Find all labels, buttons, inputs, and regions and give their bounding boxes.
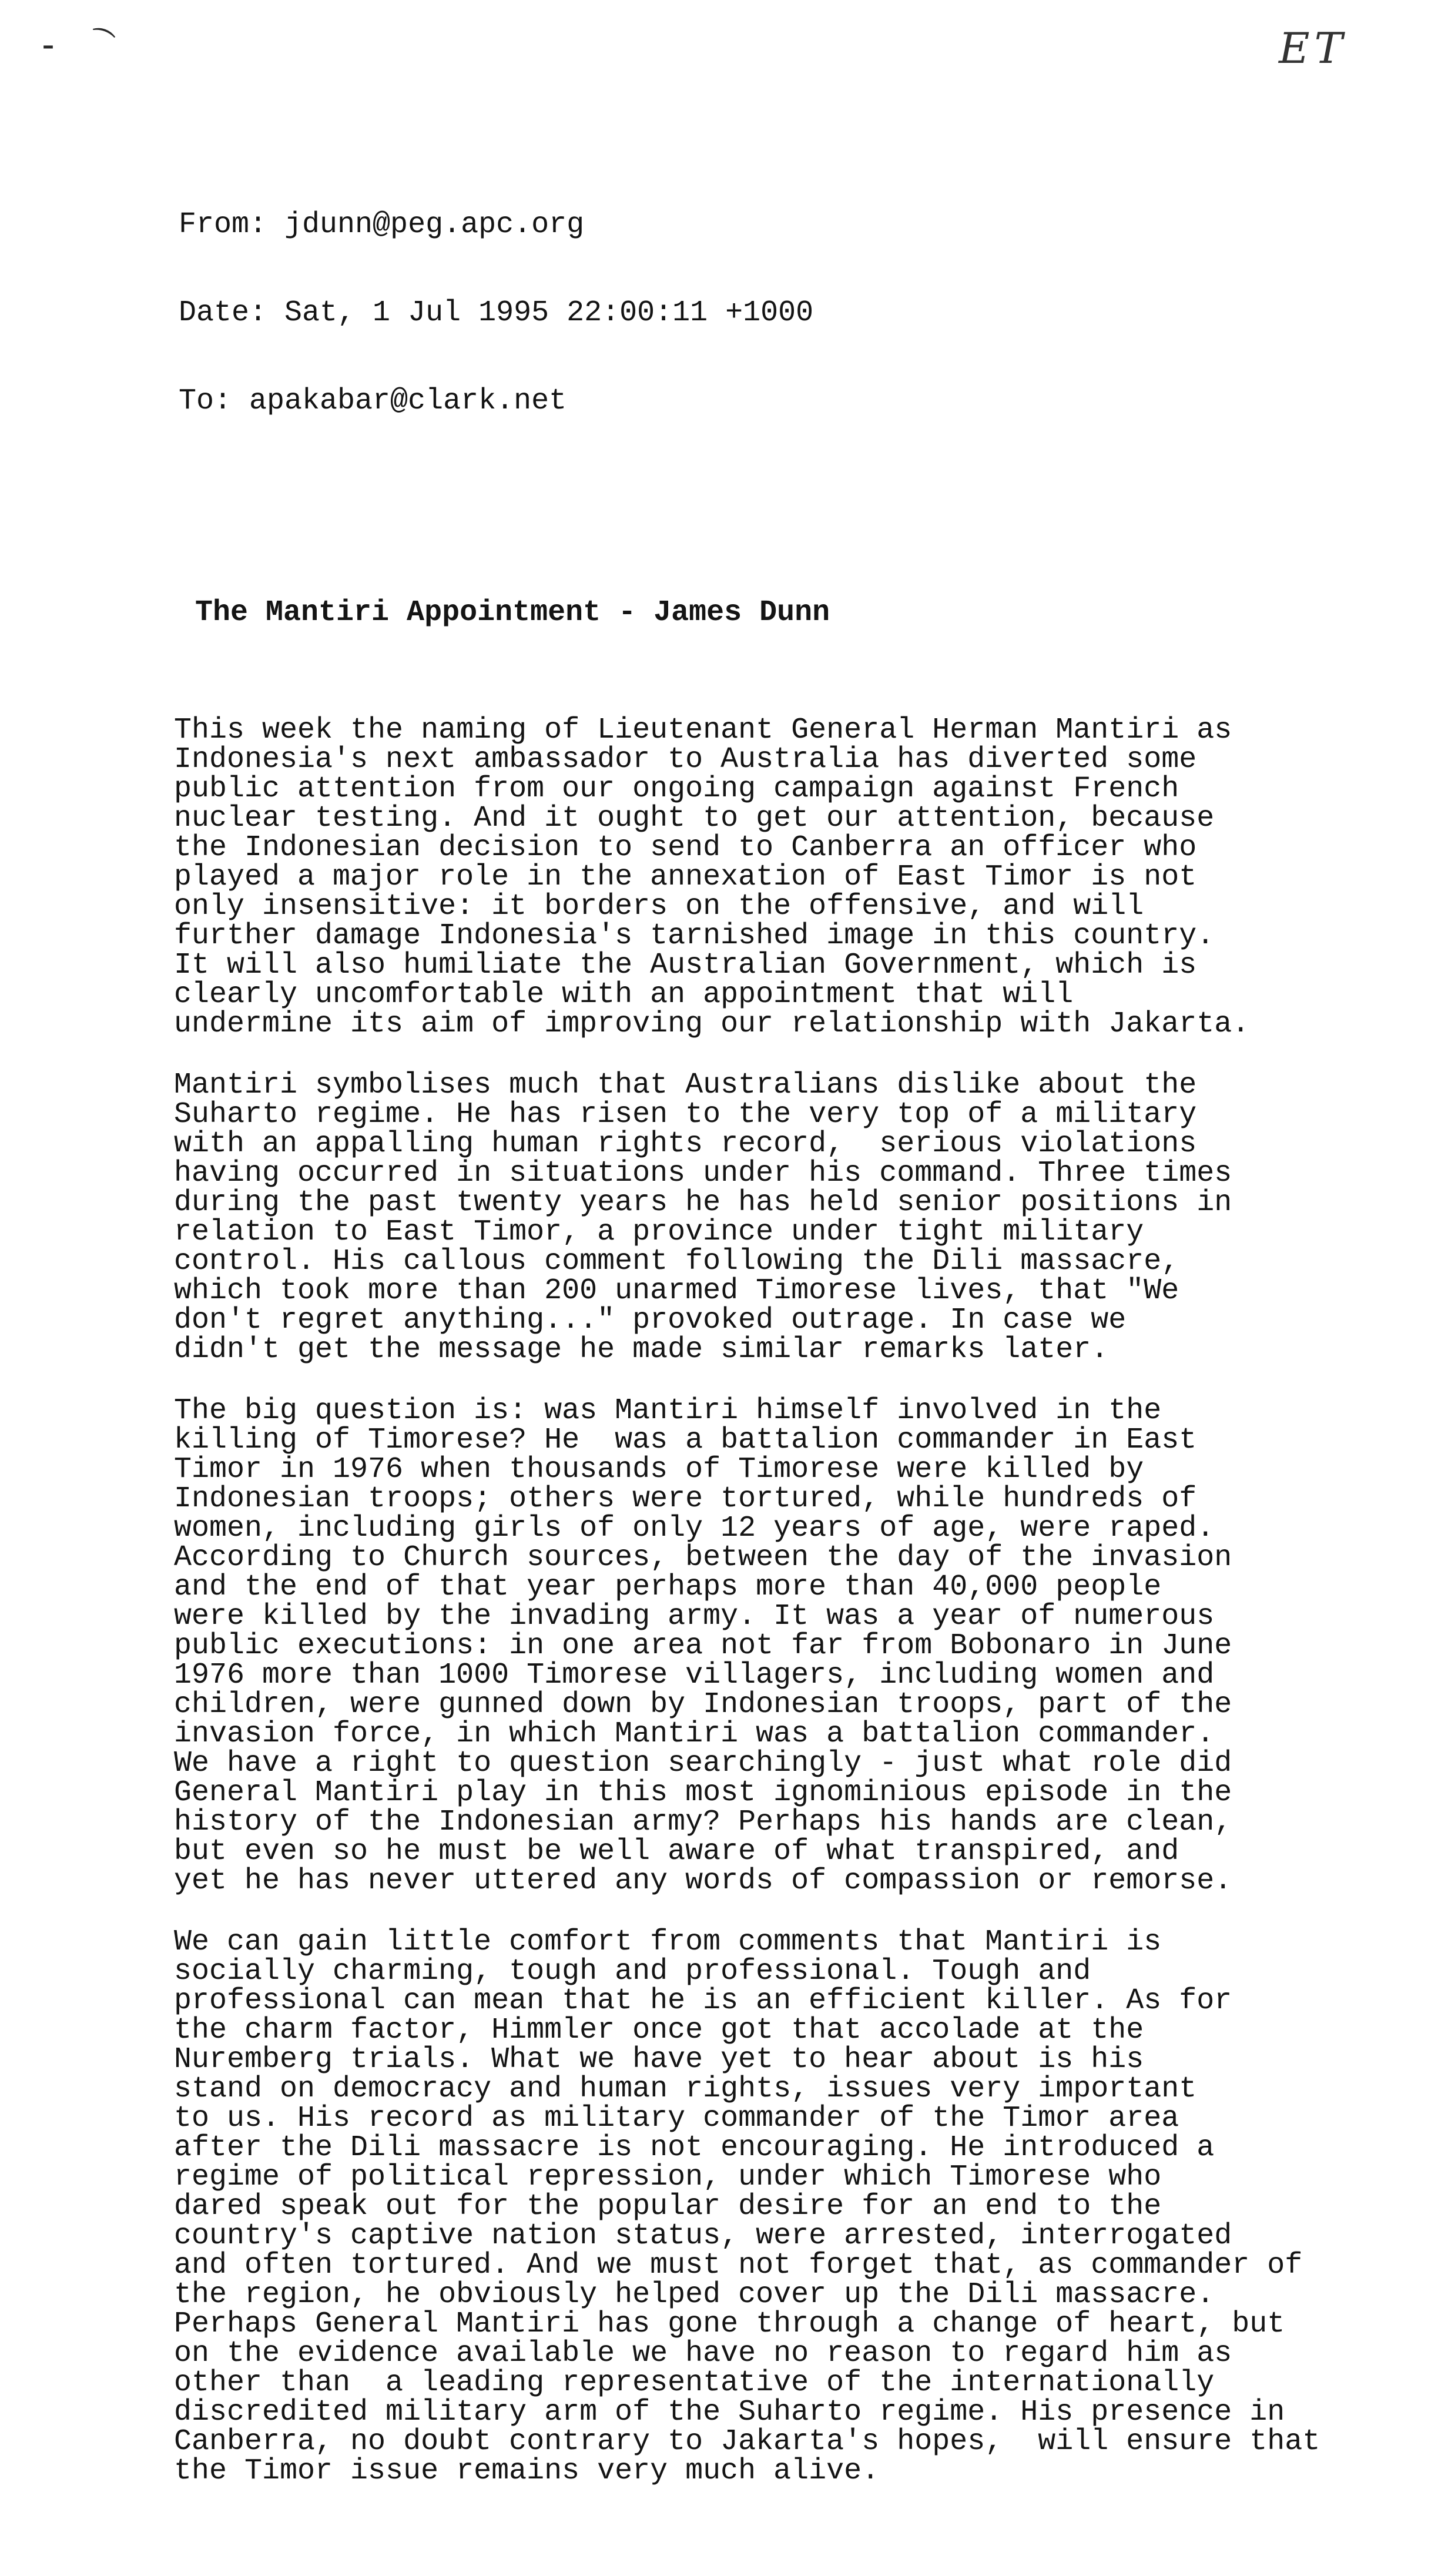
text-line: socially charming, tough and professional. Tough and bbox=[174, 1955, 1091, 1988]
text-line: professional can mean that he is an efficient killer. As for bbox=[174, 1984, 1232, 2018]
text-line: but even so he must be well aware of what transpired, and bbox=[174, 1835, 1179, 1868]
text-line: stand on democracy and human rights, issues very important bbox=[174, 2072, 1197, 2106]
text-line: Indonesian troops; others were tortured, while hundreds of bbox=[174, 1482, 1197, 1516]
corner-dash-mark: – bbox=[42, 32, 54, 59]
text-line: other than a leading representative of the internationally bbox=[174, 2366, 1215, 2400]
text-line: We can gain little comfort from comments that Mantiri is bbox=[174, 1925, 1162, 1959]
email-date: Date: Sat, 1 Jul 1995 22:00:11 +1000 bbox=[179, 296, 814, 330]
email-document bbox=[174, 63, 1361, 2574]
text-line: the Indonesian decision to send to Canberra an officer who bbox=[174, 831, 1197, 865]
text-line: history of the Indonesian army? Perhaps his hands are clean, bbox=[174, 1805, 1232, 1839]
text-line: We have a right to question searchingly - just what role did bbox=[174, 1747, 1232, 1780]
text-line: with an appalling human rights record, serious violations bbox=[174, 1127, 1197, 1161]
text-line: don't regret anything..." provoked outrage. In case we bbox=[174, 1304, 1127, 1337]
text-line: during the past twenty years he has held senior positions in bbox=[174, 1186, 1232, 1220]
handwritten-initials: ET bbox=[1279, 24, 1348, 73]
text-line: public attention from our ongoing campaign against French bbox=[174, 772, 1179, 806]
text-line: According to Church sources, between the day of the invasion bbox=[174, 1541, 1232, 1575]
text-line: General Mantiri play in this most ignominious episode in the bbox=[174, 1776, 1232, 1810]
text-line: which took more than 200 unarmed Timorese lives, that "We bbox=[174, 1274, 1179, 1308]
article-paragraph bbox=[174, 1068, 1361, 1366]
text-line: Timor in 1976 when thousands of Timorese were killed by bbox=[174, 1453, 1144, 1486]
text-line: to us. His record as military commander of the Timor area bbox=[174, 2102, 1179, 2135]
text-line: country's captive nation status, were arrested, interrogated bbox=[174, 2219, 1232, 2253]
text-line: relation to East Timor, a province under tight military bbox=[174, 1215, 1144, 1249]
text-line: dared speak out for the popular desire for an end to the bbox=[174, 2190, 1162, 2223]
text-line: nuclear testing. And it ought to get our attention, because bbox=[174, 802, 1215, 835]
text-line: It will also humiliate the Australian Government, which is bbox=[174, 949, 1197, 982]
text-line: Perhaps General Mantiri has gone through a change of heart, but bbox=[174, 2307, 1285, 2341]
text-line: yet he has never uttered any words of compassion or remorse. bbox=[174, 1864, 1232, 1898]
text-line: killing of Timorese? He was a battalion commander in East bbox=[174, 1423, 1197, 1457]
text-line: 1976 more than 1000 Timorese villagers, including women and bbox=[174, 1659, 1215, 1692]
text-line: the Timor issue remains very much alive. bbox=[174, 2454, 880, 2488]
text-line: undermine its aim of improving our relationship with Jakarta. bbox=[174, 1007, 1250, 1041]
text-line: played a major role in the annexation of East Timor is not bbox=[174, 860, 1197, 894]
article-title: The Mantiri Appointment - James Dunn bbox=[195, 596, 830, 629]
article-paragraph bbox=[174, 1925, 1361, 2488]
text-line: were killed by the invading army. It was a year of numerous bbox=[174, 1600, 1215, 1633]
text-line: women, including girls of only 12 years of age, were raped. bbox=[174, 1512, 1215, 1545]
email-from: From: jdunn@peg.apc.org bbox=[179, 208, 585, 242]
text-line: the region, he obviously helped cover up the Dili massacre. bbox=[174, 2278, 1215, 2312]
text-line: the charm factor, Himmler once got that accolade at the bbox=[174, 2014, 1144, 2047]
text-line: clearly uncomfortable with an appointment that will bbox=[174, 978, 1074, 1011]
text-line: control. His callous comment following the Dili massacre, bbox=[174, 1245, 1179, 1278]
text-line: discredited military arm of the Suharto regime. His presence in bbox=[174, 2396, 1285, 2429]
text-line: public executions: in one area not far from Bobonaro in June bbox=[174, 1629, 1232, 1663]
text-line: The big question is: was Mantiri himself involved in the bbox=[174, 1394, 1162, 1428]
text-line: children, were gunned down by Indonesian troops, part of the bbox=[174, 1688, 1232, 1721]
text-line: and the end of that year perhaps more than 40,000 people bbox=[174, 1570, 1162, 1604]
text-line: further damage Indonesia's tarnished image in this country. bbox=[174, 919, 1215, 953]
text-line: Suharto regime. He has risen to the very top of a military bbox=[174, 1098, 1197, 1131]
text-line: after the Dili massacre is not encouraging. He introduced a bbox=[174, 2131, 1215, 2165]
article-paragraph bbox=[174, 713, 1361, 1041]
text-line: regime of political repression, under which Timorese who bbox=[174, 2160, 1162, 2194]
text-line: invasion force, in which Mantiri was a battalion commander. bbox=[174, 1717, 1215, 1751]
text-line: on the evidence available we have no reason to regard him as bbox=[174, 2337, 1232, 2370]
text-line: This week the naming of Lieutenant General Herman Mantiri as bbox=[174, 713, 1232, 747]
article-paragraph bbox=[174, 1396, 1361, 1896]
text-line: only insensitive: it borders on the offensive, and will bbox=[174, 890, 1144, 923]
text-line: having occurred in situations under his command. Three times bbox=[174, 1157, 1232, 1190]
email-header bbox=[179, 152, 1361, 475]
corner-dash-mark: ⌒ bbox=[85, 24, 117, 58]
text-line: Indonesia's next ambassador to Australia has diverted some bbox=[174, 743, 1197, 776]
text-line: Mantiri symbolises much that Australians dislike about the bbox=[174, 1068, 1197, 1102]
text-line: Nuremberg trials. What we have yet to hear about is his bbox=[174, 2043, 1144, 2076]
text-line: Canberra, no doubt contrary to Jakarta's hopes, will ensure that bbox=[174, 2425, 1320, 2458]
email-to: To: apakabar@clark.net bbox=[179, 384, 567, 418]
article-body bbox=[174, 713, 1361, 2488]
text-line: didn't get the message he made similar remarks later. bbox=[174, 1333, 1109, 1366]
text-line: and often tortured. And we must not forget that, as commander of bbox=[174, 2249, 1303, 2282]
